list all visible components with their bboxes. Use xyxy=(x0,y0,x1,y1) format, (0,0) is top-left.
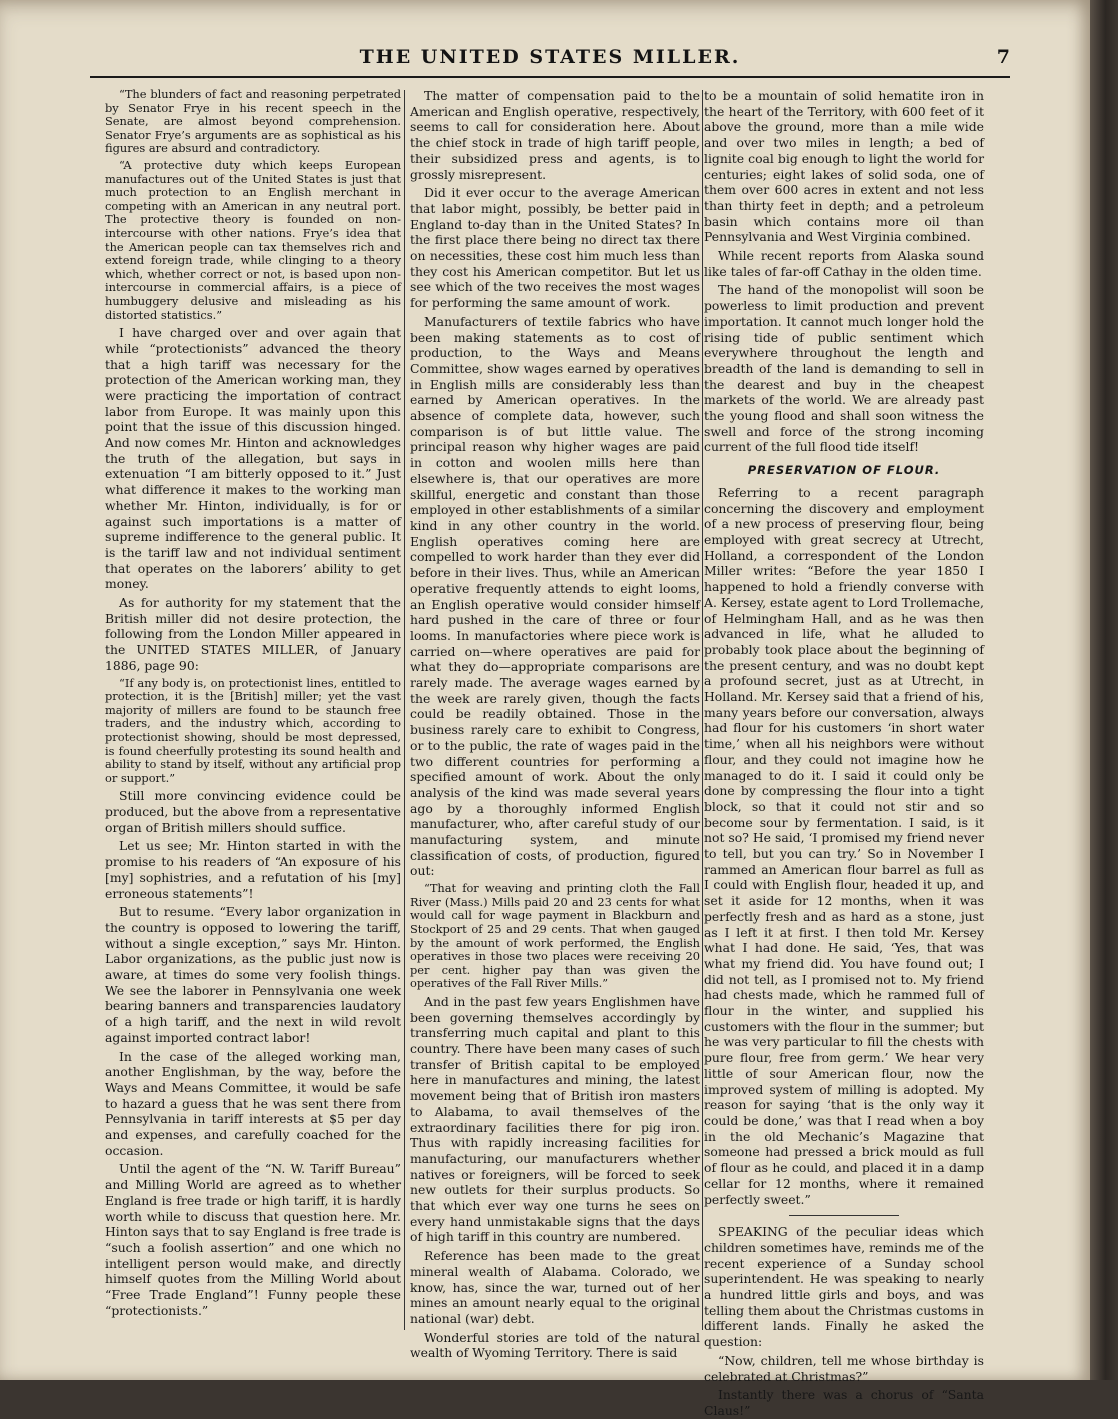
paragraph: While recent reports from Alaska sound like tales of far-off Cathay in the olden time. xyxy=(704,248,984,279)
page-number: 7 xyxy=(996,46,1010,68)
paragraph: SPEAKING of the peculiar ideas which children sometimes have, reminds me of the recent experience of a Sunday school superintendent. He was speaking to nearly a hundred little girls and boys, and was telling them about the Christmas customs in different lands. Finally he asked the question: xyxy=(704,1224,984,1350)
column-rule xyxy=(702,90,703,1330)
divider xyxy=(789,1215,899,1216)
paragraph: Did it ever occur to the average American that labor might, possibly, be better paid in England to-day than in the United States? In the first place there being no direct tax there on necessities, these cost him much less than they cost his American competitor. But let us see which of the two receives the most wages for performing the same amount of work. xyxy=(410,185,700,311)
paragraph: “That for weaving and printing cloth the Fall River (Mass.) Mills paid 20 and 23 cents for what would call for wage payment in Blackburn and Stockport of 25 and 29 cents. That when gauged by the amount of work performed, the English operatives in those two places were receiving 20 per cent. higher pay than was given the operatives of the Fall River Mills.” xyxy=(410,881,700,991)
paragraph: In the case of the alleged working man, another Englishman, by the way, before the Ways and Means Committee, it would be safe to hazard a guess that he was sent there from Pennsylvania in tariff interests at $5 per day and expenses, and carefully coached for the occasion. xyxy=(105,1048,401,1158)
page-header xyxy=(90,46,1010,78)
column-3-top xyxy=(704,88,984,455)
paragraph: Wonderful stories are told of the natural wealth of Wyoming Territory. There is said xyxy=(410,1329,700,1361)
paragraph: “If any body is, on protectionist lines, entitled to protection, it is the [British] miller; yet the vast majority of millers are found to be staunch free traders, and the industry which, according to protectionist showing, should be most depressed, is found cheerfully protesting its sound health and ability to stand by itself, without any artificial prop or support.” xyxy=(105,675,401,785)
masthead-title: THE UNITED STATES MILLER. xyxy=(359,46,741,68)
paragraph: Referring to a recent paragraph concerning the discovery and employment of a new process of preserving flour, being employed with great secrecy at Utrecht, Holland, a correspondent of the London Miller writes: “Before the year 1850 I happened to hold a friendly converse with A. Kersey, estate agent to Lord Trollemache, of Helmingham Hall, and as he was then advanced in life, what he alluded to probably took place about the beginning of the present century, and was no doubt kept a profound secret, just as at Utrecht, in Holland. Mr. Kersey said that a friend of his, many years before our conversation, always had flour for his customers ‘in short water time,’ when all his neighbors were without flour, and they could not imagine how he managed to do it. I said it could only be done by compressing the flour into a tight block, so that it could not stir and so become sour by fermentation. I said, is it not so? He said, ‘I promised my friend never to tell, but you can try.’ So in November I rammed an American flour barrel as full as I could with English flour, headed it up, and set it aside for 12 months, when it was perfectly fresh and as hard as a stone, just as I left it at first. I then told Mr. Kersey what I had done. He said, ‘Yes, that was what my friend did. You have found out; I did not tell, as I promised not to. My friend had chests made, which he rammed full of flour in the winter, and supplied his customers with the flour in the summer; but he was very particular to fill the chests with pure flour, free from germ.’ We hear very little of sour American flour, now the improved system of milling is adopted. My reason for saying ‘that is the only way it could be done,’ was that I read when a boy in the old Mechanic’s Magazine that someone had pressed a brick mould as full of flour as he could, and placed it in a damp cellar for 12 months, where it remained perfectly sweet.” xyxy=(704,484,984,1207)
book-spine xyxy=(1090,0,1118,1380)
column-3-bottom xyxy=(704,1224,984,1418)
paragraph: But to resume. “Every labor organization in the country is opposed to lowering the tariff, without a single exception,” says Mr. Hinton. Labor organizations, as the public just now is aware, at times do some very foolish things. We see the laborer in Pennsylvania one week bearing banners and transparencies laudatory of a high tariff, and the next in wild revolt against imported contract labor! xyxy=(105,904,401,1045)
paragraph: “A protective duty which keeps European manufactures out of the United States is just that much protection to an English merchant in competing with an American in any neutral port. The protective theory is founded on non-intercourse with other nations. Frye’s idea that the American people can tax themselves rich and extend foreign trade, while clinging to a theory which, whether correct or not, is based upon non-intercourse in commercial affairs, is a piece of humbuggery delusive and misleading as his distorted statistics.” xyxy=(105,157,401,322)
paragraph: Reference has been made to the great mineral wealth of Alabama. Colorado, we know, has, since the war, turned out of her mines an amount nearly equal to the original national (war) debt. xyxy=(410,1248,700,1326)
column-3-article xyxy=(704,485,984,1207)
paragraph: Manufacturers of textile fabrics who have been making statements as to cost of production, to the Ways and Means Committee, show wages earned by operatives in English mills are considerably less than earned by American operatives. In the absence of complete data, however, such comparison is of but little value. The principal reason why higher wages are paid in cotton and woolen mills here than elsewhere is, that our operatives are more skillful, energetic and constant than those employed in other establishments of a similar kind in any other country in the world. English operatives coming here are compelled to work harder than they ever did before in their lives. Thus, while an American operative frequently attends to eight looms, an English operative would consider himself hard pushed in the care of three or four looms. In manufactories where piece work is carried on—where operatives are paid for what they do—appropriate comparisons are rarely made. The average wages earned by the week are rarely given, though the facts could be readily obtained. Those in the business rarely care to exhibit to Congress, or to the public, the rate of wages paid in the two different countries for performing a specified amount of work. About the only analysis of the kind was made several years ago by a thoroughly informed English manufacturer, who, after careful study of our manufacturing system, and minute classification of costs, of production, figured out: xyxy=(410,313,700,879)
paragraph: Still more convincing evidence could be produced, but the above from a representative organ of British millers should suffice. xyxy=(105,788,401,835)
column-1 xyxy=(105,88,401,1338)
paragraph: And in the past few years Englishmen have been governing themselves accordingly by transferring much capital and plant to this country. There have been many cases of such transfer of British capital to be employed here in manufactures and mining, the latest movement being that of British iron masters to Alabama, to avail themselves of the extraordinary facilities there for pig iron. Thus with rapidly increasing facilities for manufacturing, our manufacturers whether natives or foreigners, will be forced to seek new outlets for their surplus products. So that which ever way one turns he sees on every hand unmistakable signs that the days of high tariff in this country are numbered. xyxy=(410,993,700,1245)
column-2 xyxy=(410,88,700,1361)
section-heading: PRESERVATION OF FLOUR. xyxy=(747,463,941,478)
paragraph: Instantly there was a chorus of “Santa Claus!” xyxy=(704,1387,984,1418)
paragraph: Until the agent of the “N. W. Tariff Bureau” and Milling World are agreed as to whether England is free trade or high tariff, it is hardly worth while to discuss that question here. Mr. Hinton says that to say England is free trade is “such a foolish assertion” and one which no intelligent person would make, and directly himself quotes from the Milling World about “Free Trade England”! Funny people these “protectionists.” xyxy=(105,1161,401,1318)
paragraph: I have charged over and over again that while “protectionists” advanced the theory that a high tariff was necessary for the protection of the American working man, they were practicing the importation of contract labor from Europe. It was mainly upon this point that the issue of this discussion hinged. And now comes Mr. Hinton and acknowledges the truth of the allegation, but says in extenuation “I am bitterly opposed to it.” Just what difference it makes to the working man whether Mr. Hinton, individually, is for or against such importations is a matter of supreme indifference to the general public. It is the tariff law and not individual sentiment that operates on the laborers’ ability to get money. xyxy=(105,325,401,592)
paragraph: The hand of the monopolist will soon be powerless to limit production and prevent importation. It cannot much longer hold the rising tide of public sentiment which everywhere throughout the length and breadth of the land is demanding to sell in the dearest and buy in the cheapest markets of the world. We are already past the young flood and shall soon witness the swell and force of the strong incoming current of the full flood tide itself! xyxy=(704,282,984,455)
paragraph: Let us see; Mr. Hinton started in with the promise to his readers of “An exposure of his [my] sophistries, and a refutation of his [my] erroneous statements”! xyxy=(105,838,401,901)
column-rule xyxy=(404,90,405,1330)
paragraph: to be a mountain of solid hematite iron in the heart of the Territory, with 600 feet of it above the ground, more than a mile wide and over two miles in length; a bed of lignite coal big enough to light the world for centuries; eight lakes of solid soda, one of them over 600 acres in extent and not less than thirty feet in depth; and a petroleum basin which contains more oil than Pennsylvania and West Virginia combined. xyxy=(704,88,984,245)
column-3 xyxy=(704,88,984,1418)
paragraph: “Now, children, tell me whose birthday is celebrated at Christmas?” xyxy=(704,1352,984,1384)
paragraph: “The blunders of fact and reasoning perpetrated by Senator Frye in his recent speech in the Senate, are almost beyond comprehension. Senator Frye’s arguments are as sophistical as his figures are absurd and contradictory. xyxy=(105,87,401,156)
paragraph: As for authority for my statement that the British miller did not desire protection, the following from the London Miller appeared in the UNITED STATES MILLER, of January 1886, page 90: xyxy=(105,595,401,673)
paragraph: The matter of compensation paid to the American and English operative, respectively, seems to call for consideration here. About the chief stock in trade of high tariff people, their subsidized press and agents, is to grossly misrepresent. xyxy=(410,88,700,182)
